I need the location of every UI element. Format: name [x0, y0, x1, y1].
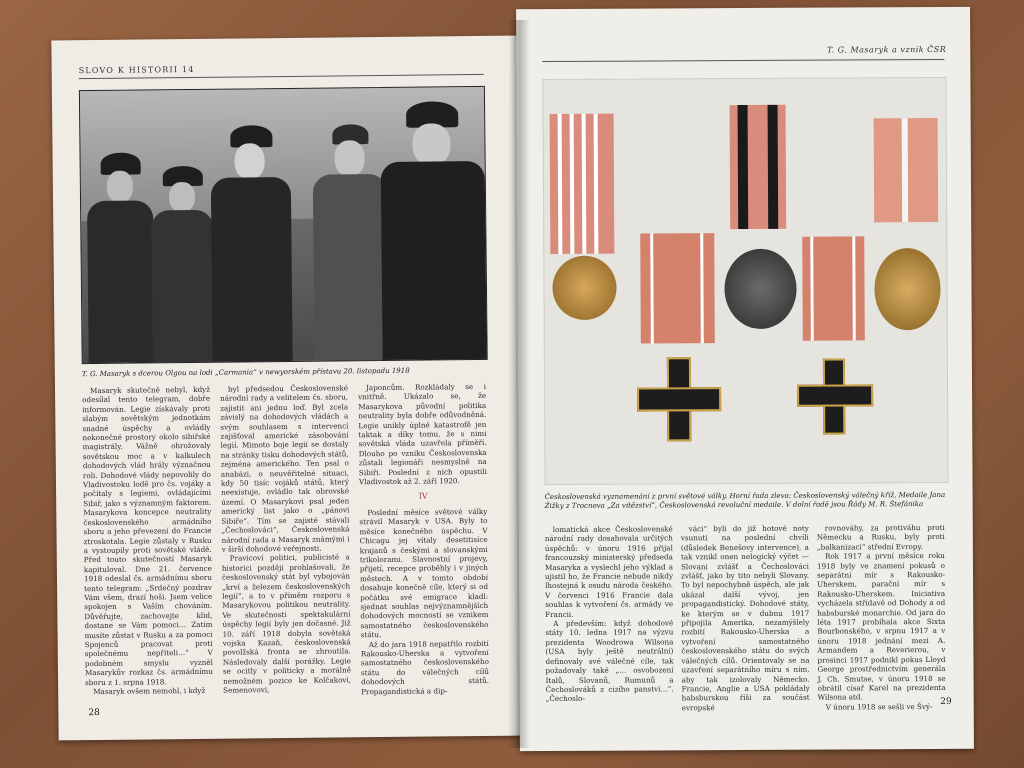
medal-ribbon [550, 114, 615, 254]
section-numeral: IV [418, 492, 428, 502]
medal-ribbon [802, 236, 865, 340]
medals-photo [542, 77, 948, 485]
text-column-1 [545, 524, 674, 703]
revolutionary-medal [874, 248, 940, 330]
running-head-right: T. G. Masaryk a vznik ČSR [826, 44, 947, 55]
historical-photo [79, 86, 488, 364]
paragraph: Pravicoví politici, publicisté a historici později prohlašovali, že československý stát byl vybojován „krví a železem československých legií“, a to v příměm rozporu s Masarykovou politikou neutrality. Ve skutečnosti spektakulární úspěchy legií byly jen dočasné. Již 10. září 1918 dobyla sovětská vojska Kazaň, československá povolžská fronta se zhroutila. Následovaly další porážky. Legie se ocitly v politicky a morálně nemožném pozice ke Kolčakovi, Semenovovi, [221, 552, 352, 695]
book-spine [508, 20, 530, 748]
medal-caption: Československá vyznamenání z první světové války. Horní řada zleva: Československý válečný kříž, Medaile Jana Žižky z Trocnova „Za vítězství“, Československá revoluční medaile. V dolní řadě jsou Řády M. R. Štefánika [544, 490, 946, 511]
medal-ribbon [874, 118, 939, 222]
paragraph: Až do jara 1918 nepatřilo rozbití Rakousko-Uherska a vytvoření samostatného československého státu do válečných cílů dohodových států. Propagandistická a dip- [360, 638, 490, 696]
text-column-2 [220, 383, 351, 695]
right-page [516, 7, 974, 751]
paragraph: A především: když dohodové státy 10. ledna 1917 na výzvu prezidenta Woodrowa Wilsona (USA byly ještě neutrální) definovaly své válečné cíle, tak požadovaly také „… osvobození Italů, Slovanů, Rumunů a Čechoslováků z cizího panství…“. „Čechoslo- [545, 618, 674, 704]
header-rule [79, 74, 484, 79]
medal-ribbon [640, 233, 715, 343]
paragraph: Masaryk ovšem nemohl, i když [93, 685, 206, 697]
stefanik-order-cross [797, 358, 873, 434]
photo-caption: T. G. Masaryk s dcerou Olgou na lodi „Carmania“ v newyorském přístavu 20. listopadu 1918 [81, 366, 410, 379]
stefanik-order-cross [637, 357, 721, 441]
paragraph: Masaryk skutečně nebyl, když odesílal tento telegram, dobře informován. Legie získávaly proti slabým sovětským jednotkám snadné úspěchy a ovládly nekonečné prostory okolo sibiřské magistrály. Vážně ohrožovaly sovětskou moc a v kalkulech dohodových vlád hrály význačnou roli. Dohodové vlády nepovolily do Vladivostoku lodě pro čs. vojáky a počítaly s legiemi, ovládajícími Sibiř, jako s významným faktorem. Masarykova koncepce neutrality československého armádního sboru a jeho převezení do Francie ztroskotala. Legie zůstaly v Rusku a vystoupily proti sovětské vládě. Před touto skutečností Masaryk kapituloval. Dne 21. července 1918 odeslal čs. armádnímu sboru tento telegram: „Srdečný pozdrav Vám všem, drazí hoši. Jsem velice spokojen s Vaším chováním. Důvěřujte, zachovejte klid, dostane se Vám pomoci… Zatím musíte zůstat v Rusku a za pomoci Spojenců pracovat proti společnému nepříteli…“ V podobném smyslu vyzněl Masarykův rozkaz čs. armádnímu sboru z 1. srpna 1918. [82, 384, 214, 687]
header-rule [542, 59, 944, 62]
running-head-left: SLOVO K HISTORII 14 [78, 64, 195, 76]
paragraph: Rok 1917 a první měsíce roku 1918 byly ve znamení pokusů o separátní mír s Rakousko-Uherskem, parační mír s Rakousko-Uherskem. Iniciativa vycházela střídavě od Dohody a od habsburské monarchie. Od jara do léta 1917 probíhala akce Sixta Bourbonského, v srpnu 1917 a v únoru 1918 jednání mezi A. Armandem a Reverierou, v prosinci 1917 podnikl pokus Lloyd George prostřednictvím generála J. Ch. Smutse, v únoru 1918 se obrátil císař Karel na prezidenta Wilsona atd. [816, 551, 946, 702]
text-column-3 [817, 523, 946, 712]
zizka-medal [724, 249, 796, 329]
paragraph: Japoncům. Rozkládaly se i vnitřně. Ukázalo se, že Masarykova původní politika neutrality byla dobře odůvodněná. Legie unikly úplné katastrofě jen taktak a díky tomu, že s nimi sovětská vláda uzavřela příměří. Dlouho po vzniku Československa zůstali legionáři nesmyslně na Sibiři. Poslední z nich opustili Vladivostok až 2. září 1920. [358, 381, 487, 487]
paragraph: byl předsedou Československé národní rady a velitelem čs. sboru, zajistit ani jednu loď. Byl zcela závislý na dohodových vládách a svým souhlasem s intervencí zajišťoval americké zásobování legií. Mimoto boje legií se dostaly na stránky tisku dohodových států, zejména amerického. Ten psal o anabázi, o neuvěřitelné situaci, kdy 50 tisíc vojáků států, který neexistuje, ovládlo tak obrovské území. O Masarykovi psal jeden americký list jako o „pánovi Sibiře“. Tím se zajisté stávali „Čechoslováci“, Československá národní rada a Masaryk známými i v širší dohodové veřejnosti. [220, 383, 350, 554]
text-column-2 [681, 524, 810, 713]
paragraph: rovnováhy, za protiváhu proti Německu a Rusku, byly proti „balkanizaci“ střední Evropy. [816, 522, 945, 552]
paragraph: váci“ byli do již hotové noty vsunuti na poslední chvíli (důsledek Benešovy intervence), a tak vznikl onen nelogický výčet — Slovani zvlášť a Čechoslováci zvlášť, jako by tito nebyli Slovany. To byl nepochybně úspěch, ale jak ukázal další vývoj, jen propagandistický. Dohodové státy, ke kterým se v dubnu 1917 připojila Amerika, nezamýšlely rozbití Rakousko-Uherska a vytvoření samostatného československého státu do svých válečných cílů. Orientovaly se na uzavření separátního míru s ním, aby tak izolovaly Německo. Francie, Anglie a USA pokládaly habsburskou říši za součást evropské [680, 523, 810, 713]
paragraph: V únoru 1918 se sešli ve Švý- [825, 701, 933, 712]
text-column-3 [358, 382, 489, 696]
left-page [51, 36, 523, 741]
paragraph: Poslední měsíce světové války strávil Masaryk v USA. Byly to měsíce konečného úspěchu. V Chicagu jej vítaly desetitisíce krajanů s českými a slovanskými trikolorami. Slavnostní projevy, přijetí, recepce proběhly i v jiných městech. A v tomto období dosahuje konečně cíle, který si od počátku své emigrace kladl: sjednat souhlas nejvýznamnějších dohodových mocností se vznikem samostatného československého státu. [359, 506, 489, 640]
text-column-1 [82, 385, 213, 697]
page-number-right: 29 [940, 696, 952, 707]
paragraph: lomatická akce Československé národní rady dosahovala určitých úspěchů: v únoru 1916 přijal francouzský ministerský předseda Masaryka a vyslechl jeho výklad a ujistil ho, že Francie nebude nikdy lhostejná k osudu národa českého. V červenci 1916 Francie dala souhlas k vytvoření čs. armády ve Francii. [544, 524, 674, 619]
page-number-left: 28 [88, 707, 100, 719]
medal-ribbon [730, 105, 787, 229]
war-cross-medal [552, 256, 616, 320]
